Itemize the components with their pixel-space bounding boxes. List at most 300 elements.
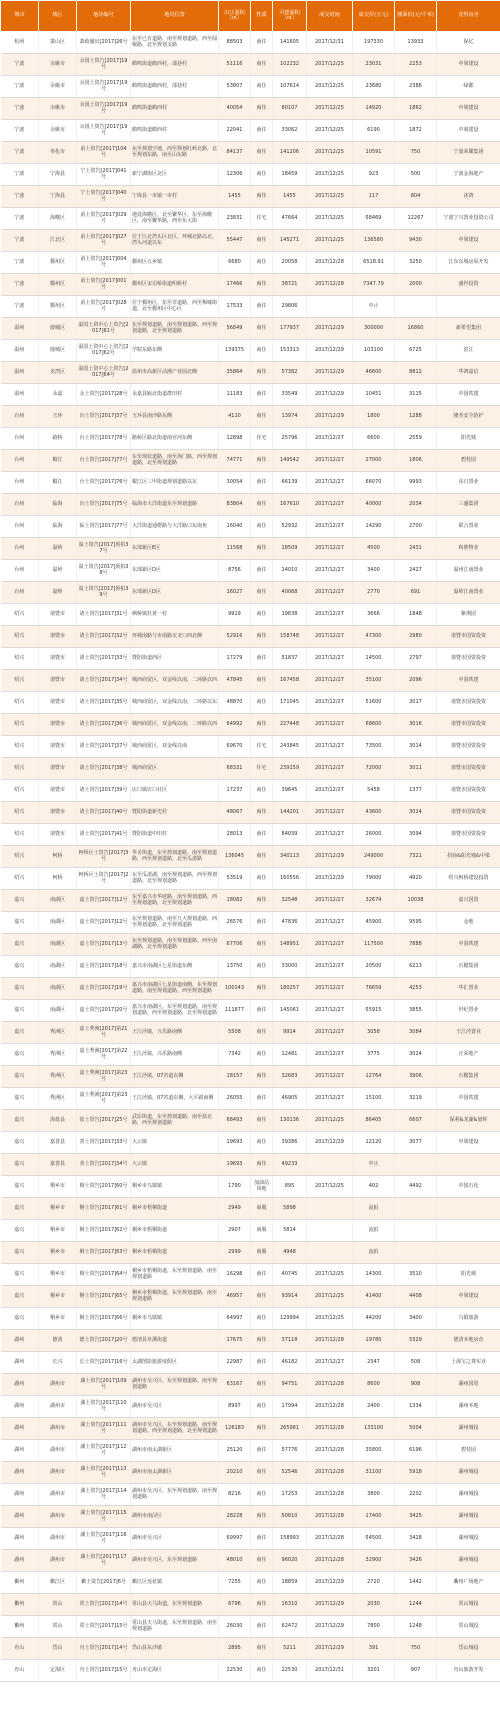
- cell-plot-id: 桐土资告[2017]63号: [77, 1242, 131, 1264]
- cell-deal-date: 2017/12/25: [307, 1286, 353, 1308]
- cell-winner: [437, 296, 500, 318]
- cell-price: 72000: [353, 758, 395, 780]
- cell-district: 诸暨市: [39, 670, 77, 692]
- cell-price: 中止: [353, 296, 395, 318]
- cell-plot-id: 嘉土资告[2017]12号: [77, 890, 131, 912]
- cell-district: 桐乡市: [39, 1198, 77, 1220]
- cell-usage: 商住: [251, 318, 273, 340]
- cell-area: 19693: [219, 1154, 251, 1176]
- cell-plot-id: 舟土资告[2017]15号: [77, 1660, 131, 1682]
- cell-plot-id: 温土资告[2017]预拍38号: [77, 560, 131, 582]
- cell-usage: 商住: [251, 1132, 273, 1154]
- cell-location: 湖州市南太湖新区: [131, 1462, 219, 1484]
- cell-usage: 商住: [251, 714, 273, 736]
- cell-area: 17279: [219, 648, 251, 670]
- column-header: 成交时间: [307, 1, 353, 32]
- cell-price: 5458: [353, 780, 395, 802]
- cell-price: 6518.91: [353, 252, 395, 274]
- cell-winner: 石榴集团: [437, 1066, 500, 1088]
- cell-winner: 湖州城投: [437, 1418, 500, 1440]
- cell-plot-id: 湖土资告[2017]115号: [77, 1506, 131, 1528]
- cell-price: 3400: [353, 560, 395, 582]
- cell-plot-id: 湖土资告[2017]110号: [77, 1396, 131, 1418]
- cell-plot-id: 湖土资告[2017]116号: [77, 1528, 131, 1550]
- cell-city: 台州: [1, 538, 39, 560]
- cell-usage: 商住: [251, 1462, 273, 1484]
- cell-city: 绍兴: [1, 868, 39, 890]
- cell-plot-id: 德土资告[2017]20号: [77, 1330, 131, 1352]
- cell-city: 嘉兴: [1, 1132, 39, 1154]
- cell-deal-date: 2017/12/27: [307, 428, 353, 450]
- cell-winner: 常山城投: [437, 1616, 500, 1638]
- cell-usage: 商住: [251, 1154, 273, 1176]
- cell-floor-price: 804: [395, 186, 437, 208]
- cell-area: 17466: [219, 274, 251, 296]
- table-row: [1, 494, 500, 516]
- cell-location: 桐乡市乌镇镇: [131, 1176, 219, 1198]
- cell-plot-id: 嘉土资告[2017]13号: [77, 934, 131, 956]
- cell-winner: 宁波荣耀集团: [437, 142, 500, 164]
- cell-price: 17400: [353, 1506, 395, 1528]
- cell-city: 绍兴: [1, 670, 39, 692]
- cell-price: 79000: [353, 868, 395, 890]
- cell-price: 19780: [353, 1330, 395, 1352]
- cell-usage: 商住: [251, 846, 273, 868]
- table-row: [1, 758, 500, 780]
- table-row: [1, 1440, 500, 1462]
- cell-area: 56849: [219, 318, 251, 340]
- cell-location: 东部新区D区: [131, 560, 219, 582]
- cell-city: 湖州: [1, 1462, 39, 1484]
- cell-district: 湖州市: [39, 1440, 77, 1462]
- cell-area: 22530: [219, 1660, 251, 1682]
- cell-winner: 沐鸿: [437, 186, 500, 208]
- cell-city: 宁波: [1, 142, 39, 164]
- cell-price: 136580: [353, 230, 395, 252]
- cell-area: 8216: [219, 1484, 251, 1506]
- cell-city: 嘉兴: [1, 1176, 39, 1198]
- cell-plot-id: 柯桥区土资告[2017]2号: [77, 868, 131, 890]
- cell-price: 45900: [353, 912, 395, 934]
- cell-plot-id: 湖土资告[2017]111号: [77, 1418, 131, 1440]
- cell-price: 2770: [353, 582, 395, 604]
- cell-deal-date: 2017/12/29: [307, 1132, 353, 1154]
- cell-deal-date: 2017/12/28: [307, 252, 353, 274]
- cell-buildable-area: 14010: [273, 560, 307, 582]
- table-row: [1, 384, 500, 406]
- cell-buildable-area: 149542: [273, 450, 307, 472]
- cell-city: 嘉兴: [1, 978, 39, 1000]
- cell-plot-id: 湖土资告[2017]113号: [77, 1462, 131, 1484]
- cell-district: 湖州市: [39, 1374, 77, 1396]
- cell-usage: 商住: [251, 1044, 273, 1066]
- cell-district: 湖州市: [39, 1484, 77, 1506]
- cell-district: 温岭: [39, 560, 77, 582]
- table-row: [1, 54, 500, 76]
- cell-city: 嘉兴: [1, 1088, 39, 1110]
- cell-plot-id: 宁土资告[2017]040号: [77, 186, 131, 208]
- cell-winner: 嘉兴国资: [437, 890, 500, 912]
- cell-area: 26030: [219, 1616, 251, 1638]
- cell-district: 鄞州区: [39, 252, 77, 274]
- cell-floor-price: 2427: [395, 560, 437, 582]
- cell-usage: 商住: [251, 1374, 273, 1396]
- cell-district: 温岭: [39, 582, 77, 604]
- cell-deal-date: 2017/12/29: [307, 340, 353, 362]
- cell-area: 11568: [219, 538, 251, 560]
- cell-floor-price: 3094: [395, 824, 437, 846]
- cell-usage: 商住: [251, 956, 273, 978]
- cell-buildable-area: 93914: [273, 1286, 307, 1308]
- cell-buildable-area: 46182: [273, 1352, 307, 1374]
- cell-district: 宁海县: [39, 164, 77, 186]
- cell-usage: 商住: [251, 1088, 273, 1110]
- table-row: [1, 98, 500, 120]
- cell-usage: 住宅: [251, 736, 273, 758]
- table-row: [1, 164, 500, 186]
- cell-winner: 上海宝之尊实业: [437, 1352, 500, 1374]
- cell-district: 常山: [39, 1594, 77, 1616]
- table-row: [1, 1638, 500, 1660]
- cell-buildable-area: 227448: [273, 714, 307, 736]
- cell-city: 绍兴: [1, 780, 39, 802]
- table-row: [1, 340, 500, 362]
- cell-location: 桐乡市梧桐街道: [131, 1242, 219, 1264]
- cell-deal-date: 2017/12/29: [307, 384, 353, 406]
- table-row: [1, 868, 500, 890]
- cell-buildable-area: 129994: [273, 1308, 307, 1330]
- cell-floor-price: 5004: [395, 1418, 437, 1440]
- cell-price: 103100: [353, 340, 395, 362]
- cell-floor-price: 4492: [395, 1176, 437, 1198]
- cell-area: 8756: [219, 560, 251, 582]
- cell-district: 诸暨市: [39, 736, 77, 758]
- cell-location: 暨阳街道中田村: [131, 824, 219, 846]
- cell-city: 绍兴: [1, 714, 39, 736]
- cell-winner: [437, 1220, 500, 1242]
- cell-deal-date: 2017/12/27: [307, 824, 353, 846]
- cell-plot-id: 甬土资告[2017]027号: [77, 230, 131, 252]
- cell-city: 嘉兴: [1, 956, 39, 978]
- column-header: 地块位置: [131, 1, 219, 32]
- cell-plot-id: 诸土资告[2017]39号: [77, 780, 131, 802]
- cell-city: 宁波: [1, 164, 39, 186]
- cell-buildable-area: 167610: [273, 494, 307, 516]
- cell-location: 武原街道，东至规划道路，南至盐北路，西至规划道路: [131, 1110, 219, 1132]
- table-row: [1, 186, 500, 208]
- cell-usage: 商住: [251, 1308, 273, 1330]
- cell-winner: 和胜物业: [437, 538, 500, 560]
- cell-deal-date: 2017/12/27: [307, 978, 353, 1000]
- cell-city: 宁波: [1, 76, 39, 98]
- cell-usage: 商住: [251, 32, 273, 54]
- column-header: 地块编号: [77, 1, 131, 32]
- cell-district: 岱山: [39, 1638, 77, 1660]
- cell-winner: 舟山旅游开发: [437, 1660, 500, 1682]
- cell-plot-id: 嘉土资告[2017]20号: [77, 1000, 131, 1022]
- cell-buildable-area: 107614: [273, 76, 307, 98]
- cell-price: 23680: [353, 76, 395, 98]
- cell-area: 20210: [219, 1462, 251, 1484]
- cell-winner: 绍兴柯桥建设投资: [437, 868, 500, 890]
- cell-deal-date: 2017/12/25: [307, 208, 353, 230]
- cell-city: 湖州: [1, 1352, 39, 1374]
- cell-deal-date: 2017/12/27: [307, 780, 353, 802]
- cell-city: 舟山: [1, 1660, 39, 1682]
- cell-buildable-area: 5814: [273, 1220, 307, 1242]
- cell-plot-id: 嘉土秀洲[2017]第23号: [77, 1088, 131, 1110]
- cell-winner: 金地: [437, 912, 500, 934]
- cell-buildable-area: 145061: [273, 1000, 307, 1022]
- cell-buildable-area: 17994: [273, 1396, 307, 1418]
- cell-plot-id: 嘉土资告[2017]12号: [77, 912, 131, 934]
- cell-city: 嘉兴: [1, 1220, 39, 1242]
- column-header: 性质: [251, 1, 273, 32]
- cell-city: 绍兴: [1, 736, 39, 758]
- table-row: [1, 1242, 500, 1264]
- cell-city: 台州: [1, 516, 39, 538]
- table-row: [1, 120, 500, 142]
- cell-buildable-area: 57382: [273, 362, 307, 384]
- cell-usage: 商住: [251, 384, 273, 406]
- table-row: [1, 296, 500, 318]
- cell-city: 嘉兴: [1, 1044, 39, 1066]
- cell-winner: 诸暨市国资投资: [437, 758, 500, 780]
- cell-location: 鹤鸣街道鹤西村，邵巷村: [131, 76, 219, 98]
- cell-deal-date: 2017/12/27: [307, 494, 353, 516]
- cell-usage: 商住: [251, 1352, 273, 1374]
- cell-floor-price: 4408: [395, 1286, 437, 1308]
- cell-area: 16027: [219, 582, 251, 604]
- cell-location: 新宁湖街区北区: [131, 164, 219, 186]
- column-header: 楼面价(元/平米): [395, 1, 437, 32]
- cell-price: 73500: [353, 736, 395, 758]
- cell-district: 鄞州区: [39, 296, 77, 318]
- cell-area: 16040: [219, 516, 251, 538]
- cell-floor-price: 3510: [395, 1264, 437, 1286]
- cell-district: 秀洲区: [39, 1022, 77, 1044]
- cell-location: 嘉兴市南湖区七星街道东侧: [131, 956, 219, 978]
- cell-deal-date: 2017/12/28: [307, 1374, 353, 1396]
- cell-city: 绍兴: [1, 846, 39, 868]
- cell-city: 绍兴: [1, 824, 39, 846]
- cell-usage: 商住: [251, 1616, 273, 1638]
- cell-price: 391: [353, 1638, 395, 1660]
- cell-deal-date: 2017/12/27: [307, 1066, 353, 1088]
- cell-location: 华舍街道，东至规划道路，南至规划道路，西至规划道路，北至瓜渚路: [131, 846, 219, 868]
- cell-floor-price: [395, 1220, 437, 1242]
- cell-area: 17675: [219, 1330, 251, 1352]
- cell-winner: 湖州城投: [437, 1550, 500, 1572]
- cell-buildable-area: 80107: [273, 98, 307, 120]
- cell-deal-date: 2017/12/27: [307, 934, 353, 956]
- cell-deal-date: 2017/12/29: [307, 406, 353, 428]
- cell-area: 12898: [219, 428, 251, 450]
- cell-area: 4110: [219, 406, 251, 428]
- cell-floor-price: 3400: [395, 1308, 437, 1330]
- cell-price: 51600: [353, 692, 395, 714]
- cell-location: 东至规划空地，西至规划红岭北路，北至规划东路，南至山东路: [131, 142, 219, 164]
- cell-plot-id: 湖土资告[2017]112号: [77, 1440, 131, 1462]
- cell-city: 湖州: [1, 1418, 39, 1440]
- table-row: [1, 824, 500, 846]
- cell-plot-id: 台土资告[2017]75号: [77, 494, 131, 516]
- cell-district: 湖州市: [39, 1462, 77, 1484]
- cell-deal-date: 2017/12/25: [307, 1264, 353, 1286]
- cell-winner: 中梁建设: [437, 1286, 500, 1308]
- cell-deal-date: 2017/12/25: [307, 54, 353, 76]
- cell-floor-price: 9595: [395, 912, 437, 934]
- cell-winner: 三盛集团: [437, 494, 500, 516]
- cell-city: 宁波: [1, 274, 39, 296]
- cell-usage: 住宅: [251, 758, 273, 780]
- cell-deal-date: 2017/12/28: [307, 1330, 353, 1352]
- cell-floor-price: 2096: [395, 670, 437, 692]
- cell-plot-id: 诸土资告[2017]38号: [77, 758, 131, 780]
- cell-area: 12306: [219, 164, 251, 186]
- cell-location: 嘉兴市南湖区七星街道南侧，东至规划道路，南至规划道路，西至规划道路: [131, 978, 219, 1000]
- cell-plot-id: 嘉土资告[2017]18号: [77, 956, 131, 978]
- cell-location: 东至嘉兴市华庭路，南至规划道路，西至规划道路，北至规划道路: [131, 890, 219, 912]
- cell-district: 余姚市: [39, 120, 77, 142]
- cell-buildable-area: 239159: [273, 758, 307, 780]
- cell-district: 诸暨市: [39, 604, 77, 626]
- cell-plot-id: 甬土资告[2017]104号: [77, 142, 131, 164]
- cell-buildable-area: 33062: [273, 120, 307, 142]
- cell-winner: 诸暨市国资投资: [437, 824, 500, 846]
- cell-city: 湖州: [1, 1396, 39, 1418]
- cell-district: 椒江: [39, 472, 77, 494]
- cell-district: 余姚市: [39, 98, 77, 120]
- cell-floor-price: 1377: [395, 780, 437, 802]
- cell-winner: 盛世投资: [437, 274, 500, 296]
- cell-district: 柯桥: [39, 846, 77, 868]
- cell-floor-price: 5918: [395, 1462, 437, 1484]
- cell-buildable-area: 18509: [273, 538, 307, 560]
- cell-plot-id: 诸土资告[2017]32号: [77, 626, 131, 648]
- cell-buildable-area: 51837: [273, 648, 307, 670]
- cell-location: 鹤鸣街道鹤西村，邵巷村: [131, 54, 219, 76]
- cell-area: 18082: [219, 890, 251, 912]
- cell-winner: 华汇置业: [437, 978, 500, 1000]
- cell-district: 南湖区: [39, 912, 77, 934]
- cell-district: 秀洲区: [39, 1066, 77, 1088]
- cell-district: 温岭: [39, 538, 77, 560]
- cell-floor-price: 9993: [395, 472, 437, 494]
- cell-city: 湖州: [1, 1506, 39, 1528]
- cell-plot-id: 永土资告[2017]28号: [77, 384, 131, 406]
- cell-location: 湖州市南浔区: [131, 1506, 219, 1528]
- cell-location: 湖州市吴兴区: [131, 1528, 219, 1550]
- cell-city: 衢州: [1, 1616, 39, 1638]
- cell-price: 58469: [353, 208, 395, 230]
- table-row: [1, 626, 500, 648]
- cell-area: 136045: [219, 846, 251, 868]
- cell-area: 48870: [219, 692, 251, 714]
- cell-floor-price: 1248: [395, 1616, 437, 1638]
- cell-deal-date: 2017/12/29: [307, 318, 353, 340]
- cell-winner: 中梁建设: [437, 54, 500, 76]
- table-row: [1, 1550, 500, 1572]
- cell-district: 玉环: [39, 406, 77, 428]
- cell-buildable-area: 141206: [273, 142, 307, 164]
- cell-plot-id: 善土资告[2017]34号: [77, 1154, 131, 1176]
- cell-area: 1455: [219, 186, 251, 208]
- cell-location: 东至规划道路，南至规划道路，西至南湖路，北至规划道路: [131, 934, 219, 956]
- cell-winner: 中梁建设: [437, 98, 500, 120]
- cell-location: 王江泾镇，兴乐路南侧: [131, 1022, 219, 1044]
- cell-district: 南湖区: [39, 890, 77, 912]
- cell-buildable-area: 32683: [273, 1066, 307, 1088]
- cell-winner: 保亿: [437, 32, 500, 54]
- cell-usage: 商住: [251, 582, 273, 604]
- cell-floor-price: 3016: [395, 714, 437, 736]
- cell-buildable-area: 12481: [273, 1044, 307, 1066]
- table-row: [1, 1066, 500, 1088]
- cell-area: 88503: [219, 32, 251, 54]
- cell-winner: 中国铁建: [437, 384, 500, 406]
- cell-area: 2949: [219, 1198, 251, 1220]
- cell-winner: 湖州本地: [437, 1396, 500, 1418]
- table-row: [1, 1154, 500, 1176]
- cell-buildable-area: 49233: [273, 1154, 307, 1176]
- cell-area: 28228: [219, 1506, 251, 1528]
- cell-floor-price: 2386: [395, 76, 437, 98]
- cell-floor-price: 6725: [395, 340, 437, 362]
- cell-location: 桐乡市梧桐街道: [131, 1198, 219, 1220]
- cell-floor-price: 10038: [395, 890, 437, 912]
- cell-deal-date: 2017/12/25: [307, 1110, 353, 1132]
- cell-deal-date: 2017/12/27: [307, 736, 353, 758]
- cell-plot-id: 诸土资告[2017]40号: [77, 802, 131, 824]
- cell-winner: 诸暨市国资投资: [437, 736, 500, 758]
- cell-area: 51116: [219, 54, 251, 76]
- cell-buildable-area: 33000: [273, 956, 307, 978]
- cell-winner: 宁波宁兴置业投资公司: [437, 208, 500, 230]
- cell-price: 中止: [353, 1154, 395, 1176]
- cell-deal-date: 2017/12/25: [307, 1176, 353, 1198]
- cell-district: 诸暨市: [39, 714, 77, 736]
- cell-location: 湖州市吴兴区: [131, 1396, 219, 1418]
- cell-usage: 商住: [251, 890, 273, 912]
- cell-usage: 商住: [251, 252, 273, 274]
- cell-usage: 商住: [251, 274, 273, 296]
- cell-location: 学院东路东侧: [131, 340, 219, 362]
- cell-price: 47300: [353, 626, 395, 648]
- cell-buildable-area: 39645: [273, 780, 307, 802]
- cell-buildable-area: 4948: [273, 1242, 307, 1264]
- cell-city: 衢州: [1, 1594, 39, 1616]
- cell-winner: 中国铁建: [437, 934, 500, 956]
- cell-usage: 商住: [251, 142, 273, 164]
- cell-buildable-area: 158748: [273, 626, 307, 648]
- table-row: [1, 208, 500, 230]
- table-row: [1, 274, 500, 296]
- cell-plot-id: 柯桥区土资告[2017]3号: [77, 846, 131, 868]
- cell-floor-price: 2034: [395, 494, 437, 516]
- table-row: [1, 890, 500, 912]
- cell-area: 69670: [219, 736, 251, 758]
- cell-location: 东至规划道路，南至规划道路，西至规划道路，北至规划道路: [131, 318, 219, 340]
- table-row: [1, 318, 500, 340]
- cell-usage: 商服: [251, 1220, 273, 1242]
- cell-buildable-area: 180257: [273, 978, 307, 1000]
- cell-winner: 正荣地产: [437, 1044, 500, 1066]
- cell-district: 余姚市: [39, 54, 77, 76]
- cell-city: 湖州: [1, 1528, 39, 1550]
- cell-buildable-area: 52932: [273, 516, 307, 538]
- cell-district: 嘉善县: [39, 1132, 77, 1154]
